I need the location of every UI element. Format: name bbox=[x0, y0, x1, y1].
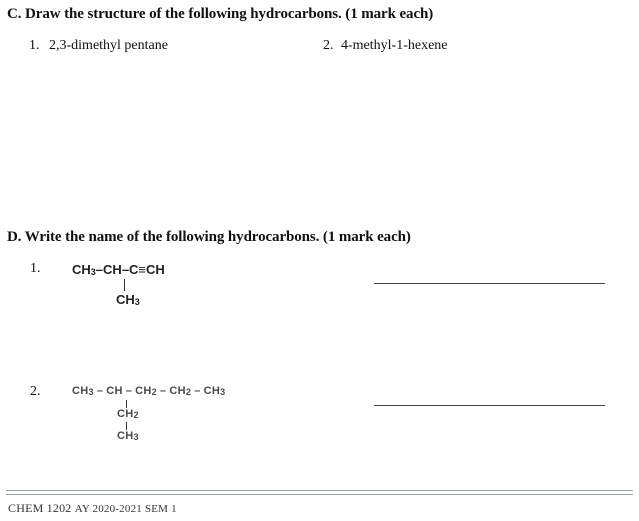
item-text: 2,3-dimethyl pentane bbox=[49, 38, 168, 53]
structure-1-branch: $CH_3$ bbox=[116, 292, 140, 307]
single-bond: – bbox=[96, 385, 104, 397]
group-ch3: $CH_3$ bbox=[72, 385, 94, 397]
vertical-bond bbox=[124, 279, 125, 291]
vertical-bond bbox=[126, 400, 127, 408]
single-bond: – bbox=[95, 262, 104, 277]
single-bond: – bbox=[194, 385, 201, 397]
group-ch2: $CH_2$ bbox=[135, 385, 157, 397]
group-ch: CH bbox=[103, 262, 122, 277]
answer-line-2[interactable] bbox=[374, 405, 605, 406]
single-bond: – bbox=[125, 385, 133, 397]
structure-2-branch-ch2: $CH_2$ bbox=[117, 408, 139, 420]
section-c-item-2 bbox=[323, 38, 448, 54]
footer-rule-top bbox=[6, 490, 633, 491]
single-bond: – bbox=[159, 385, 167, 397]
structure-2-branch-ch3: $CH_3$ bbox=[117, 430, 139, 442]
section-d-heading: D. Write the name of the following hydrocarbons. (1 mark each) bbox=[7, 229, 411, 245]
section-c-item-1 bbox=[29, 38, 168, 54]
vertical-bond bbox=[126, 422, 127, 430]
group-ch3: $CH_3$ bbox=[203, 385, 226, 397]
section-c-heading: C. Draw the structure of the following hydrocarbons. (1 mark each) bbox=[7, 6, 434, 22]
footer-term: AY 2020-2021 SEM 1 bbox=[74, 503, 177, 515]
section-d-item-1-number: 1. bbox=[30, 261, 41, 276]
single-bond: – bbox=[121, 262, 130, 277]
section-d-item-2-number: 2. bbox=[30, 384, 41, 399]
footer-rule-bottom bbox=[6, 494, 633, 495]
structure-1-main-chain bbox=[72, 262, 165, 277]
footer-course: CHEM 1202 bbox=[8, 501, 72, 515]
group-ch2: $CH_2$ bbox=[169, 385, 192, 397]
footer bbox=[8, 501, 177, 516]
item-number: 2. bbox=[323, 38, 334, 53]
group-ch: CH bbox=[106, 385, 123, 397]
structure-2-main-chain bbox=[72, 385, 225, 397]
item-number: 1. bbox=[29, 38, 40, 53]
group-ch3: $CH_3$ bbox=[72, 262, 96, 277]
item-text: 4-methyl-1-hexene bbox=[341, 38, 448, 53]
group-c-triple-ch: C≡CH bbox=[129, 262, 165, 277]
answer-line-1[interactable] bbox=[374, 283, 605, 284]
